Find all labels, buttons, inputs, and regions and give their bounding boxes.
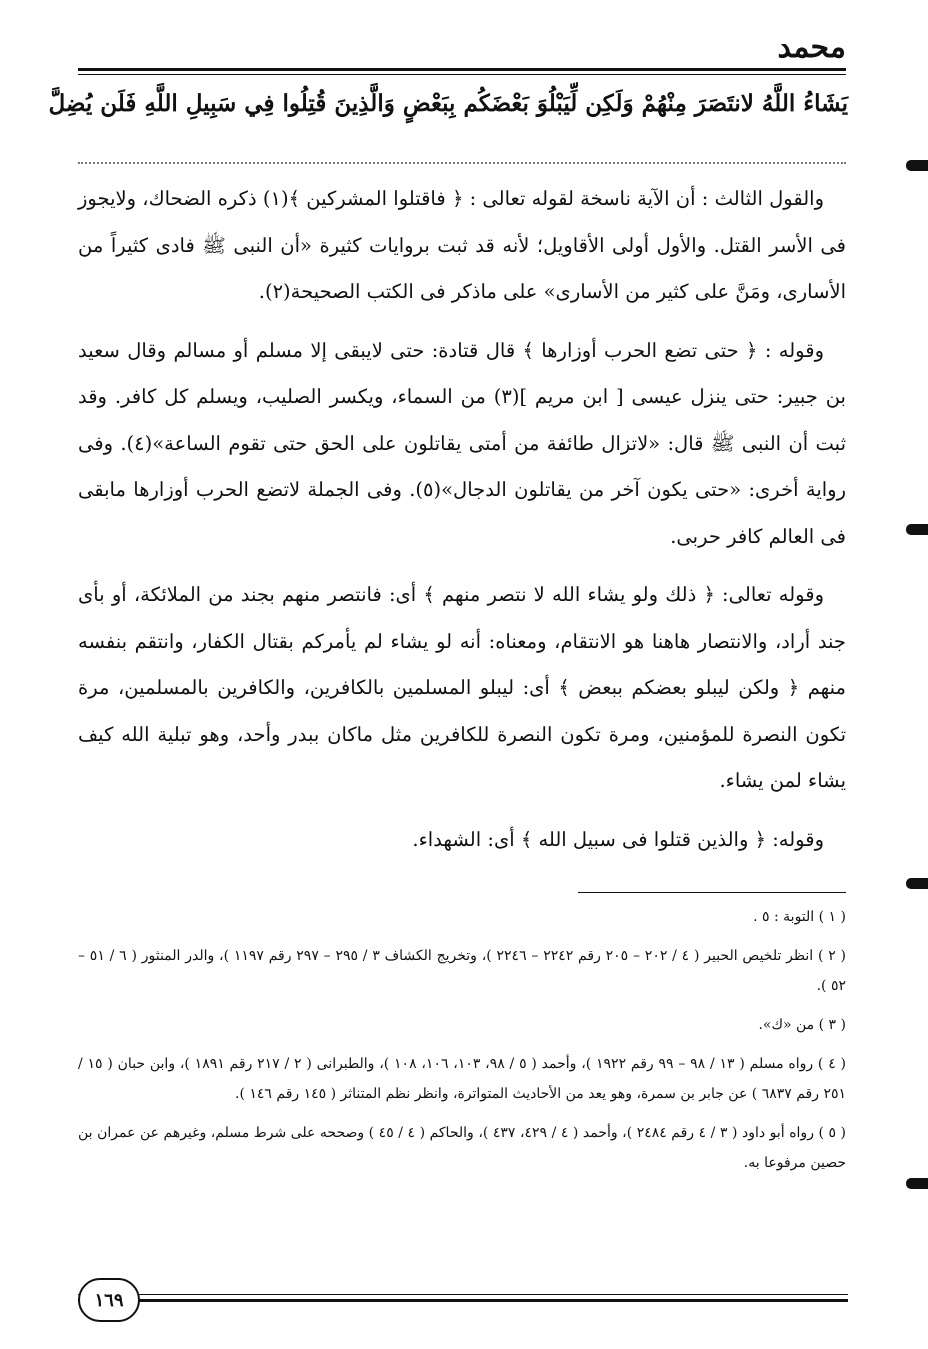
footnotes [78, 902, 846, 1187]
footnote-rule [578, 892, 846, 893]
paragraph: وقوله : ﴿ حتى تضع الحرب أوزارها ﴾ قال قتادة: حتى لايبقى إلا مسلم أو مسالم وقال سعيد بن جبير: حتى ينزل عيسى [ ابن مريم ](٣) من السماء، ويكسر الصليب، ويسلم كل كافر. وقد ثبت أن النبى ﷺ قال: «لاتزال طائفة من أمتى يقاتلون على الحق حتى تقوم الساعة»(٤). وفى رواية أخرى: «حتى يكون آخر من يقاتلون الدجال»(٥). وفى الجملة لاتضع الحرب أوزارها مابقى فى العالم كافر حربى. [78, 338, 846, 548]
paragraph: والقول الثالث : أن الآية ناسخة لقوله تعالى : ﴿ فاقتلوا المشركين ﴾(١) ذكره الضحاك، ولايجوز فى الأسر القتل. والأول أولى الأقاويل؛ لأنه قد ثبت بروايات كثيرة «أن النبى ﷺ فادى كثيراً من الأسارى، ومَنَّ على كثير من الأسارى» على ماذكر فى الكتب الصحيحة(٢). [78, 187, 846, 303]
scan-edge-mark [906, 878, 928, 889]
footnote: ( ٢ ) انظر تلخيص الحبير ( ٤ / ٢٠٢ – ٢٠٥ رقم ٢٢٤٢ – ٢٢٤٦ )، وتخريج الكشاف ٣ / ٢٩٥ – ٢٩٧ رقم ١١٩٧ )، والدر المنثور ( ٦ / ٥١ – ٥٢ ). [78, 948, 846, 994]
footer-rule-thick [78, 1299, 848, 1302]
tafsir-body [78, 176, 846, 875]
footer-rule-thin [78, 1294, 848, 1295]
scan-edge-mark [906, 524, 928, 535]
scan-edge-mark [906, 160, 928, 171]
scan-edge-mark [906, 1178, 928, 1189]
dotted-separator [78, 162, 846, 164]
header-rule-thick [78, 68, 846, 71]
surah-name-header: محمد [777, 30, 846, 65]
paragraph: وقوله: ﴿ والذين قتلوا فى سبيل الله ﴾ أى: الشهداء. [412, 827, 824, 851]
footnote: ( ٤ ) رواه مسلم ( ١٣ / ٩٨ – ٩٩ رقم ١٩٢٢ )، وأحمد ( ٥ / ٩٨، ١٠٣، ١٠٦، ١٠٨ )، والطبرانى ( ٢ / ٢١٧ رقم ١٨٩١ )، وابن حبان ( ١٥ / ٢٥١ رقم ٦٨٣٧ ) عن جابر بن سمرة، وهو يعد من الأحاديث المتواترة، وانظر نظم المتناثر ( ١٤٥ رقم ١٤٦ ). [78, 1056, 847, 1102]
header-rule-thin [78, 74, 846, 75]
paragraph: وقوله تعالى: ﴿ ذلك ولو يشاء الله لا نتصر منهم ﴾ أى: فانتصر منهم بجند من الملائكة، أو بأى جند أراد، والانتصار هاهنا هو الانتقام، ومعناه: أنه لو يشاء لم يأمركم بقتال الكفار، وانتقم بنفسه منهم ﴿ ولكن ليبلو بعضكم ببعض ﴾ أى: ليبلو المسلمين بالكافرين، والكافرين بالمسلمين، مرة تكون النصرة للمؤمنين، ومرة تكون النصرة للكافرين مثل ماكان ببدر وأحد، وهو تبلية الله كيف يشاء لمن يشاء. [78, 583, 846, 792]
quran-verse: يَشَاءُ اللَّهُ لانتَصَرَ مِنْهُمْ وَلَكِن لِّيَبْلُوَ بَعْضَكُم بِبَعْضٍ وَالَّذِينَ قُتِلُوا فِي سَبِيلِ اللَّهِ فَلَن يُضِلَّ [48, 90, 848, 117]
footnote: ( ٥ ) رواه أبو داود ( ٣ / ٤ رقم ٢٤٨٤ )، وأحمد ( ٤ / ٤٢٩، ٤٣٧ )، والحاكم ( ٤ / ٤٥ ) وصححه على شرط مسلم، وغيرهم عن عمران بن حصين مرفوعا به. [78, 1125, 847, 1171]
page-number: ١٦٩ [78, 1278, 140, 1322]
footnote: ( ٣ ) من «ك». [758, 1017, 846, 1033]
footnote: ( ١ ) التوبة : ٥ . [753, 909, 846, 925]
